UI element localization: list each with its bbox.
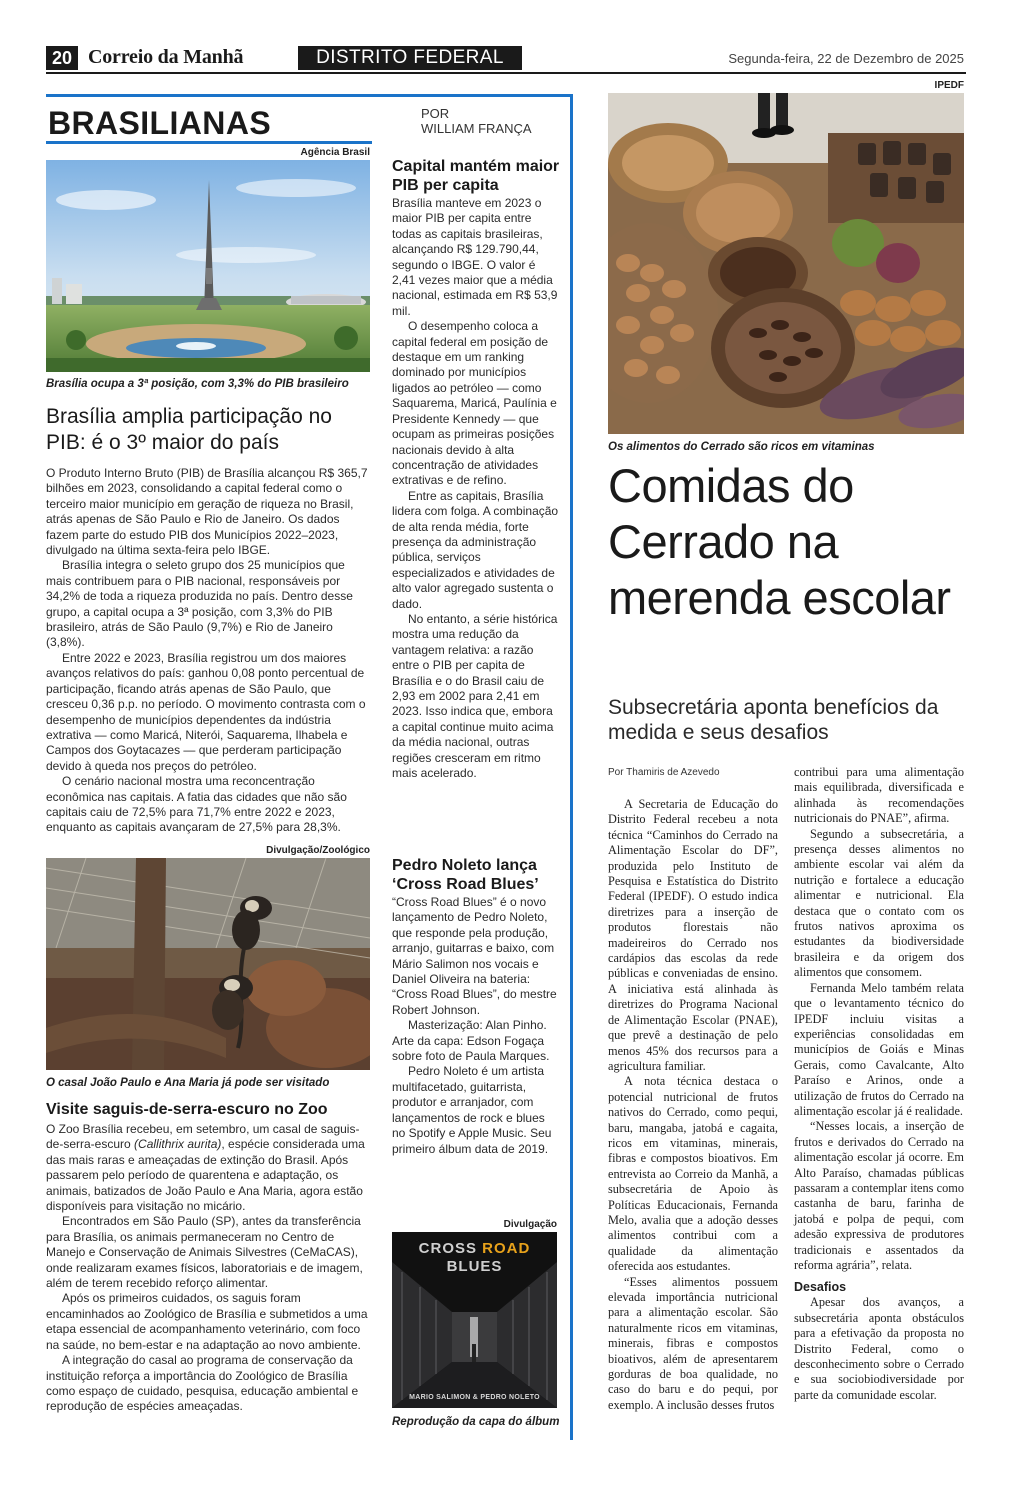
paragraph: “Cross Road Blues” é o novo lançamento de Pedro Noleto, que responde pela produção, arranjo, guitarras e baixo, com Mário Salimon nos vocais e Daniel Oliveira na bateria: “Cross Road Blues”, do mestre Robert Johnson. [392,895,557,1017]
paragraph: Masterização: Alan Pinho. Arte da capa: Edson Fogaça sobre foto de Paula Marques. [392,1018,550,1064]
paragraph: Pedro Noleto é um artista multifacetado, guitarrista, produtor e arranjador, com lançamentos de rock e blues no Spotify e Apple Music. Seu primeiro álbum data de 2019. [392,1064,552,1156]
paragraph: “Esses alimentos possuem elevada importância nutricional para a alimentação escolar. São naturalmente ricos em vitaminas, minerais, fibras e compostos bioativos, além de apresentarem gorduras de boa qualidade, no caso do baru e do pequi, por exemplo. A inclusão desses frutos [608,1274,778,1412]
paragraph: Entre 2022 e 2023, Brasília registrou um dos maiores avanços relativos do país: ganhou 0,08 ponto percentual de participação, ficando atrás apenas de São Paulo, que cresceu 0,36 p.p. no período. O movimento contrasta com o desempenho de municípios dependentes da indústria extrativa — como Maricá, Niterói, Saquarema, Ilhabela e Campos dos Goytacazes — que perderam participação devido à queda nos preços do petróleo. [46,650,366,773]
column-right-rule [570,94,573,1440]
photo-credit: Agência Brasil [300,147,370,158]
article-body-column-2 [794,765,964,1403]
photo-caption: Reprodução da capa do álbum [392,1416,560,1428]
article-headline: Brasília amplia participação no PIB: é o 3º maior do país [46,405,332,454]
header-divider [46,72,966,74]
paragraph: contribui para uma alimentação mais equilibrada, diversificada e alinhada às recomendações nutricionais do PNAE”, afirma. [794,765,964,826]
paragraph: Entre as capitais, Brasília lidera com folga. A combinação de alta renda média, forte presença da administração pública, serviços especializados e atividades de alto valor agregado sustenta o dado. [392,488,559,611]
paragraph: Fernanda Melo também relata que o levantamento técnico do IPEDF incluiu visitas a experiências consolidadas em municípios de Goiás e Minas Gerais, como Cavalcante, Alto Paraíso e Arinos, onde a utilização de frutos do Cerrado na alimentação escolar já é realidade. [794,980,964,1118]
byline: Por Thamiris de Azevedo [608,767,720,778]
photo-credit: Divulgação [503,1219,557,1230]
article-headline: Visite saguis-de-serra-escuro no Zoo [46,1101,328,1118]
photo-caption: Os alimentos do Cerrado são ricos em vitaminas [608,441,875,453]
paragraph [46,1122,372,1214]
article-headline: Capital mantém maior PIB per capita [392,158,560,194]
species-name: (Callithrix aurita) [134,1137,222,1152]
album-artists: MARIO SALIMON & PEDRO NOLETO [409,1394,540,1401]
article-body [392,895,560,1157]
paragraph-text: O Zoo Brasília recebeu, em setembro, um casal de saguis-de-serra-escuro [46,1122,360,1152]
column-title: BRASILIANAS [48,105,272,141]
article-headline: Pedro Noleto lança ‘Cross Road Blues’ [392,857,539,893]
article-body-column-1 [608,797,778,1413]
paragraph: Após os primeiros cuidados, os saguis foram encaminhados ao Zoológico de Brasília e submetidos a uma etapa essencial de acompanhamento veterinário, com foco na saúde, no bem-estar e na adaptação ao novo ambiente. [46,1291,368,1352]
album-title-part: CROSS [418,1240,483,1257]
paragraph: A Secretaria de Educação do Distrito Federal recebeu a nota técnica “Caminhos do Cerrado na Alimentação Escolar do DF”, produzida pelo Instituto de Pesquisa e Estatística do Distrito Federal (IPEDF). O estudo indica diretrizes para a inserção de produtos florestais não madeireiros do Cerrado nos cardápios das escolas da rede públicas e conveniadas de ensino. A iniciativa está alinhada às diretrizes do Programa Nacional de Alimentação Escolar (PNAE), que prevê a destinação de pelo menos 45% dos recursos para a agricultura familiar. [608,797,778,1073]
paragraph: O cenário nacional mostra uma reconcentração econômica nas capitais. A fatia das cidades que não são capitais caiu de 72,5% para 71,7% entre 2022 e 2023, enquanto as capitais avançaram de 27,5% para 28,3%. [46,774,347,835]
paragraph: A nota técnica destaca o potencial nutricional de frutos nativos do Cerrado, como pequi, baru, mangaba, jatobá e cagaita, ricos em vitaminas, minerais, fibras e compostos bioativos. Em entrevista ao Correio da Manhã, a subsecretária de Apoio às Políticas Educacionais, Fernanda Melo, avalia que a adoção desses alimentos contribui com a qualidade da alimentação oferecida aos estudantes. [608,1074,778,1274]
marmoset-photo [46,858,370,1070]
paragraph: O desempenho coloca a capital federal em posição de destaque em um ranking dominado por municípios ligados ao petróleo — como Saquarema, Maricá, Paulínia e Presidente Kennedy — que ocupam as primeiras posições nacionais devido à alta concentração de atividades extrativas e de refino. [392,319,557,488]
paragraph: A integração do casal ao programa de conservação da instituição reforça a importância do Zoológico de Brasília como espaço de cuidado, pesquisa, educação ambiental e reprodução de espécies ameaçadas. [46,1353,359,1414]
paragraph-text: , espécie considerada uma das mais raras e ameaçadas de extinção do Brasil. Após passarem pelo período de quarentena e adaptação, os animais, batizados de João Paulo e Ana Maria, agora estão disponíveis para visitação no micário. [46,1137,365,1214]
main-headline: Comidas do Cerrado na merenda escolar [608,459,951,624]
paragraph: Brasília integra o seleto grupo dos 25 municípios que mais contribuem para o PIB nacional, responsáveis por 34,2% de toda a riqueza produzida no país. Dentro desse grupo, a capital ocupa a 3ª posição, com 3,3% do PIB brasileiro, atrás de São Paulo (9,7%) e Rio de Janeiro (3,8%). [46,558,353,650]
photo-credit: IPEDF [934,80,964,91]
subheadline: Subsecretária aponta benefícios da medida e seus desafios [608,696,939,744]
column-author [421,106,532,136]
section-label: DISTRITO FEDERAL [298,46,522,70]
photo-caption: O casal João Paulo e Ana Maria já pode ser visitado [46,1077,330,1089]
newspaper-masthead: Correio da Manhã [88,46,244,68]
photo-credit: Divulgação/Zoológico [266,845,370,856]
paragraph: Brasília manteve em 2023 o maior PIB per capita entre todas as capitais brasileiras, alcançando R$ 129.790,44, segundo o IBGE. O valor é 2,41 vezes maior que a média nacional, estimada em R$ 53,9 mil. [392,196,558,318]
paragraph: Segundo a subsecretária, a presença desses alimentos no ambiente escolar vai além da nutrição e fortalece a educação alimentar e nutricional. Ela destaca que o contato com os frutos nativos aproxima os estudantes da biodiversidade brasileira e da origem dos alimentos que consomem. [794,826,964,980]
album-title-part: BLUES [446,1258,503,1275]
photo-caption: Brasília ocupa a 3ª posição, com 3,3% do PIB brasileiro [46,378,349,390]
paragraph: “Nesses locais, a inserção de frutos e derivados do Cerrado na alimentação escolar já ocorre. Em Alto Paraíso, chamadas públicas passaram a contemplar itens como castanha de baru, farinha de jatobá e polpa de pequi, com adesão expressiva de produtores tradicionais e assentados da reforma agrária”, relata. [794,1119,964,1272]
paragraph: Encontrados em São Paulo (SP), antes da transferência para Brasília, os animais permaneceram no Centro de Manejo e Conservação de Animais Silvestres (CeMaCAS), onde realizaram exames físicos, laboratoriais e de imagem, além de terem recebido reforço alimentar. [46,1214,363,1291]
album-title-accent: ROAD [482,1240,531,1257]
article-body [392,196,560,781]
album-title [392,1240,557,1276]
paragraph: O Produto Interno Bruto (PIB) de Brasília alcançou R$ 365,7 bilhões em 2023, consolidando a capital federal como o terceiro maior município em geração de riqueza no Brasil, atrás apenas de São Paulo e Rio de Janeiro. Os dados fazem parte do estudo PIB dos Municípios 2022–2023, divulgado na última sexta-feira pelo IBGE. [46,466,368,558]
cerrado-foods-photo [608,93,964,434]
author-prefix: POR [421,106,450,121]
issue-date: Segunda-feira, 22 de Dezembro de 2025 [728,51,964,66]
column-top-rule [46,94,572,97]
paragraph: No entanto, a série histórica mostra uma redução da vantagem relativa: a razão entre o PIB per capita de Brasília e o do Brasil caiu de 2,93 em 2002 para 2,41 em 2023. Isso indica que, embora a capital continue muito acima da média nacional, outras regiões cresceram em ritmo mais acelerado. [392,611,558,781]
paragraph: Apesar dos avanços, a subsecretária aponta obstáculos para a efetivação da proposta no Distrito Federal, como o desconhecimento sobre o Cerrado e sua sociobiodiversidade por parte da comunidade escolar. [794,1295,964,1402]
album-cover [392,1232,557,1408]
column-title-rule [46,141,372,144]
article-body [46,1122,372,1415]
page-number: 20 [46,46,78,70]
author-name: WILLIAM FRANÇA [421,121,532,136]
article-body [46,466,372,836]
brasilia-tv-tower-photo [46,160,370,372]
section-subhead: Desafios [794,1280,847,1295]
